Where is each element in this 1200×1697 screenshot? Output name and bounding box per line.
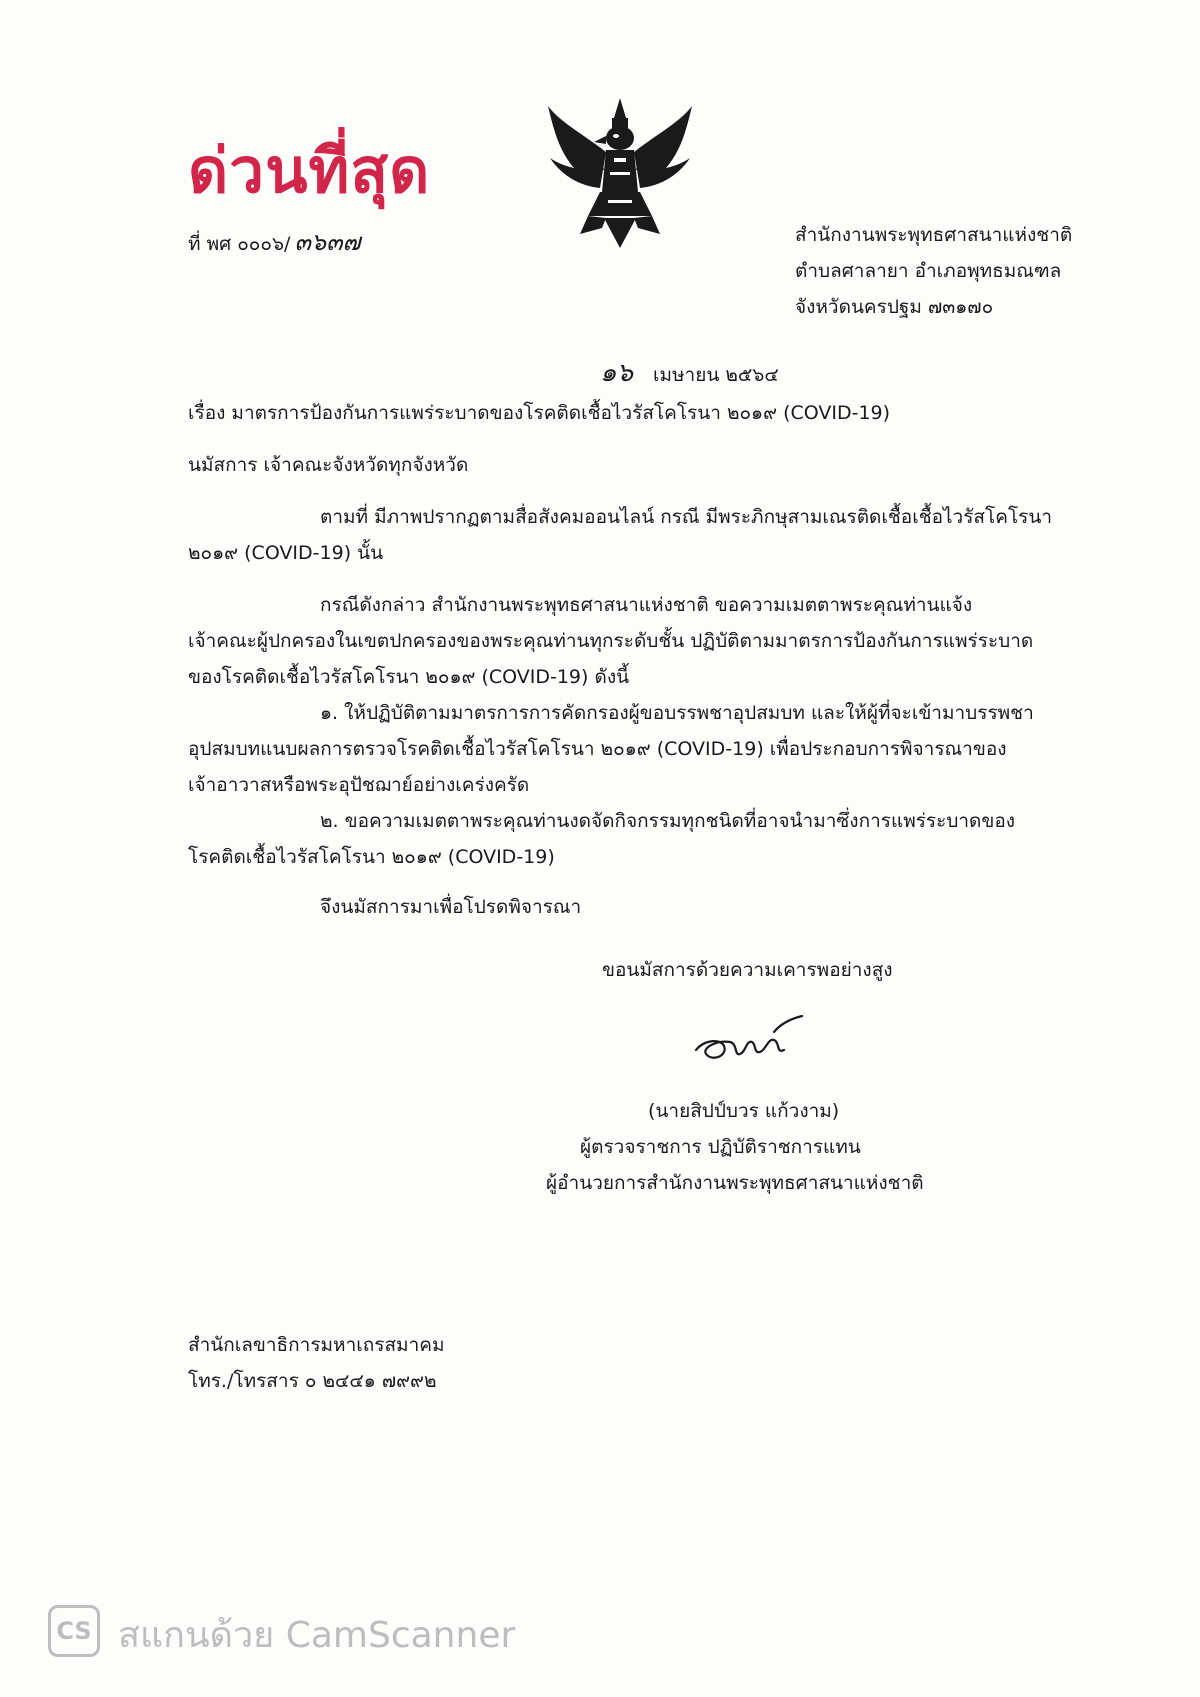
camscanner-watermark: สแกนด้วย CamScanner — [118, 1615, 516, 1656]
request-line: จึงนมัสการมาเพื่อโปรดพิจารณา — [320, 896, 582, 918]
item-1-line-3: เจ้าอาวาสหรือพระอุปัชฌาย์อย่างเคร่งครัด — [188, 774, 530, 796]
paragraph-1-line-2: ๒๐๑๙ (COVID-19) นั้น — [188, 542, 384, 564]
sender-address-line-3: จังหวัดนครปฐม ๗๓๑๗๐ — [795, 296, 994, 318]
reference-number — [188, 222, 361, 261]
sender-address-line-2: ตำบลศาลายา อำเภอพุทธมณฑล — [795, 260, 1062, 282]
item-2-line-2: โรคติดเชื้อไวรัสโคโรนา ๒๐๑๙ (COVID-19) — [188, 846, 555, 868]
paragraph-2-line-1: กรณีดังกล่าว สำนักงานพระพุทธศาสนาแห่งชาติ ขอความเมตตาพระคุณท่านแจ้ง — [320, 594, 973, 616]
closing-line: ขอนมัสการด้วยความเคารพอย่างสูง — [602, 959, 893, 981]
paragraph-2-line-2: เจ้าคณะผู้ปกครองในเขตปกครองของพระคุณท่านทุกระดับชั้น ปฏิบัติตามมาตรการป้องกันการแพร่ระบาด — [188, 630, 1034, 652]
camscanner-logo-icon: CS — [48, 1605, 100, 1657]
signatory-position-2: ผู้อำนวยการสำนักงานพระพุทธศาสนาแห่งชาติ — [546, 1172, 924, 1194]
item-1-line-2: อุปสมบทแนบผลการตรวจโรคติดเชื้อไวรัสโคโรนา ๒๐๑๙ (COVID-19) เพื่อประกอบการพิจารณาของ — [188, 738, 1007, 760]
reference-handwritten-number: ๓๖๓๗ — [294, 228, 361, 256]
urgent-stamp: ด่วนที่สุด — [188, 134, 431, 207]
subject-line: เรื่อง มาตรการป้องกันการแพร่ระบาดของโรคติดเชื้อไวรัสโคโรนา ๒๐๑๙ (COVID-19) — [188, 402, 891, 424]
garuda-emblem-icon — [540, 92, 700, 252]
paragraph-1-line-1: ตามที่ มีภาพปรากฏตามสื่อสังคมออนไลน์ กรณี มีพระภิกษุสามเณรติดเชื้อเชื้อไวรัสโคโรนา — [320, 506, 1053, 528]
salutation-line: นมัสการ เจ้าคณะจังหวัดทุกจังหวัด — [188, 454, 469, 476]
signatory-name: (นายสิปป์บวร แก้วงาม) — [648, 1100, 840, 1122]
footer-office: สำนักเลขาธิการมหาเถรสมาคม — [188, 1334, 445, 1356]
footer-phone: โทร./โทรสาร ๐ ๒๔๔๑ ๗๙๙๒ — [188, 1370, 437, 1392]
signatory-position-1: ผู้ตรวจราชการ ปฏิบัติราชการแทน — [580, 1136, 861, 1158]
letter-date — [600, 352, 779, 393]
reference-prefix: ที่ พศ ๐๐๐๖/ — [188, 233, 291, 255]
date-handwritten-day: ๑๖ — [600, 358, 634, 388]
handwritten-signature-icon — [690, 1010, 810, 1070]
sender-address-line-1: สำนักงานพระพุทธศาสนาแห่งชาติ — [795, 224, 1073, 246]
item-1-line-1: ๑. ให้ปฏิบัติตามมาตรการการคัดกรองผู้ขอบรรพชาอุปสมบท และให้ผู้ที่จะเข้ามาบรรพชา — [320, 702, 1034, 724]
paragraph-2-line-3: ของโรคติดเชื้อไวรัสโคโรนา ๒๐๑๙ (COVID-19) ดังนี้ — [188, 666, 630, 688]
item-2-line-1: ๒. ขอความเมตตาพระคุณท่านงดจัดกิจกรรมทุกชนิดที่อาจนำมาซึ่งการแพร่ระบาดของ — [320, 810, 1016, 832]
date-month-year: เมษายน ๒๕๖๔ — [653, 364, 779, 386]
